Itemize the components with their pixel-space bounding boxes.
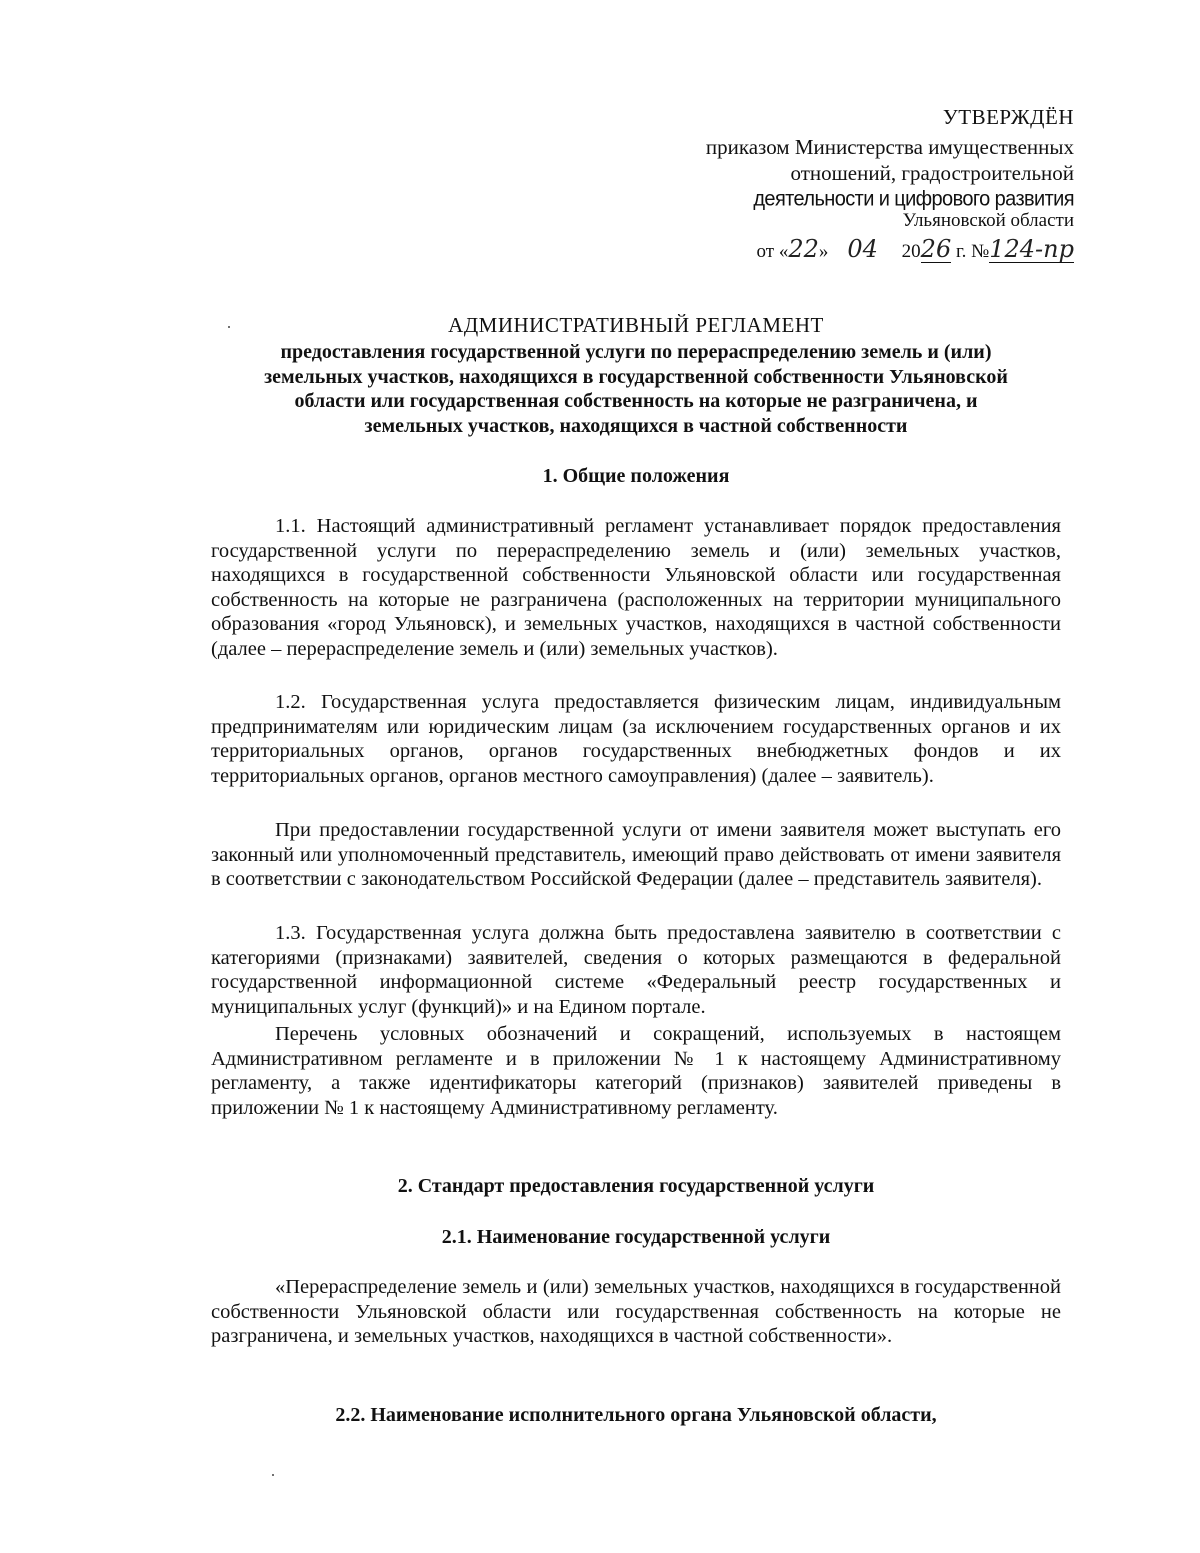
paragraph-1-3 [211,921,1061,1019]
approval-line-3: деятельности и цифрового развития [753,187,1074,211]
paragraph-1-1 [211,514,1061,661]
paragraph-text: Перечень условных обозначений и сокращений, используемых в настоящем Административном регламенте и в приложении № 1 к настоящему Административному регламенту, а также идентификаторы категорий (признаков) заявителей приведены в приложении № 1 к настоящему Административному регламенту. [211,1023,1061,1119]
section-1-heading: 1. Общие положения [542,465,730,487]
paragraph-text: При предоставлении государственной услуги от имени заявителя может выступать его законный или уполномоченный представитель, имеющий право действовать от имени заявителя в соответствии с законодательством Российской Федерации (далее – представитель заявителя). [211,819,1061,890]
subtitle-line: предоставления государственной услуги по перераспределению земель и (или) [280,341,992,363]
approval-date [706,236,1074,265]
paragraph-1-2 [211,690,1061,788]
approval-line-4: Ульяновской области [902,210,1074,231]
paragraph-1-2-representative [211,818,1061,892]
approval-line-1: приказом Министерства имущественных [705,135,1074,159]
section-2-2-heading: 2.2. Наименование исполнительного органа Ульяновской области, [335,1404,937,1426]
paragraph-2-1 [211,1275,1061,1349]
paragraph-1-3-list [211,1022,1061,1120]
paragraph-text: 1.2. Государственная услуга предоставляется физическим лицам, индивидуальным предпринимателям или юридическим лицам (за исключением государственных органов и их территориальных органов, органов государственных внебюджетных фондов и их территориальных органов, органов местного самоуправления) (далее – заявитель). [211,691,1061,787]
approval-title: УТВЕРЖДЁН [942,105,1074,129]
paragraph-text: 1.3. Государственная услуга должна быть предоставлена заявителю в соответствии с категориями (признаками) заявителей, сведения о которых размещаются в федеральной государственной информационной системе «Федеральный реестр государственных и муниципальных услуг (функций)» и на Едином портале. [211,922,1061,1018]
subtitle-line: земельных участков, находящихся в государственной собственности Ульяновской [264,365,1008,388]
date-prefix: от « [756,241,789,262]
order-number-handwritten: 124-пр [989,235,1074,263]
subtitle-line: земельных участков, находящихся в частной собственности [364,414,908,437]
date-year-handwritten: 26 [920,235,952,263]
subtitle-line: области или государственная собственность на которые не разграничена, и [294,390,978,412]
date-mid: » [818,241,829,262]
date-year-prefix: 20 [901,241,921,262]
date-year-label: г. № [955,241,990,262]
approval-stamp [706,104,1074,265]
approval-line-2: отношений, градостроительной [790,161,1074,185]
paragraph-text: 1.1. Настоящий административный регламент устанавливает порядок предоставления государственной услуги по перераспределению земель и (или) земельных участков, находящихся в государственной собственности Ульяновской области или государственная собственность на которые не разграничена (расположенных на территории муниципального образования «город Ульяновск), и земельных участков, находящихся в частной собственности (далее – перераспределение земель и (или) земельных участков). [211,515,1061,660]
section-2-1-heading: 2.1. Наименование государственной услуги [441,1226,831,1248]
document-title: АДМИНИСТРАТИВНЫЙ РЕГЛАМЕНТ [448,313,824,337]
scan-speck [272,1474,274,1476]
paragraph-text: «Перераспределение земель и (или) земельных участков, находящихся в государственной собственности Ульяновской области или государственная собственность на которые не разграничена, и земельных участков, находящихся в частной собственности». [211,1276,1061,1347]
date-day-handwritten: 22 [788,235,819,263]
section-2-heading: 2. Стандарт предоставления государственной услуги [397,1175,875,1197]
date-month-handwritten: 04 [847,235,878,263]
document-subtitle [211,340,1061,438]
